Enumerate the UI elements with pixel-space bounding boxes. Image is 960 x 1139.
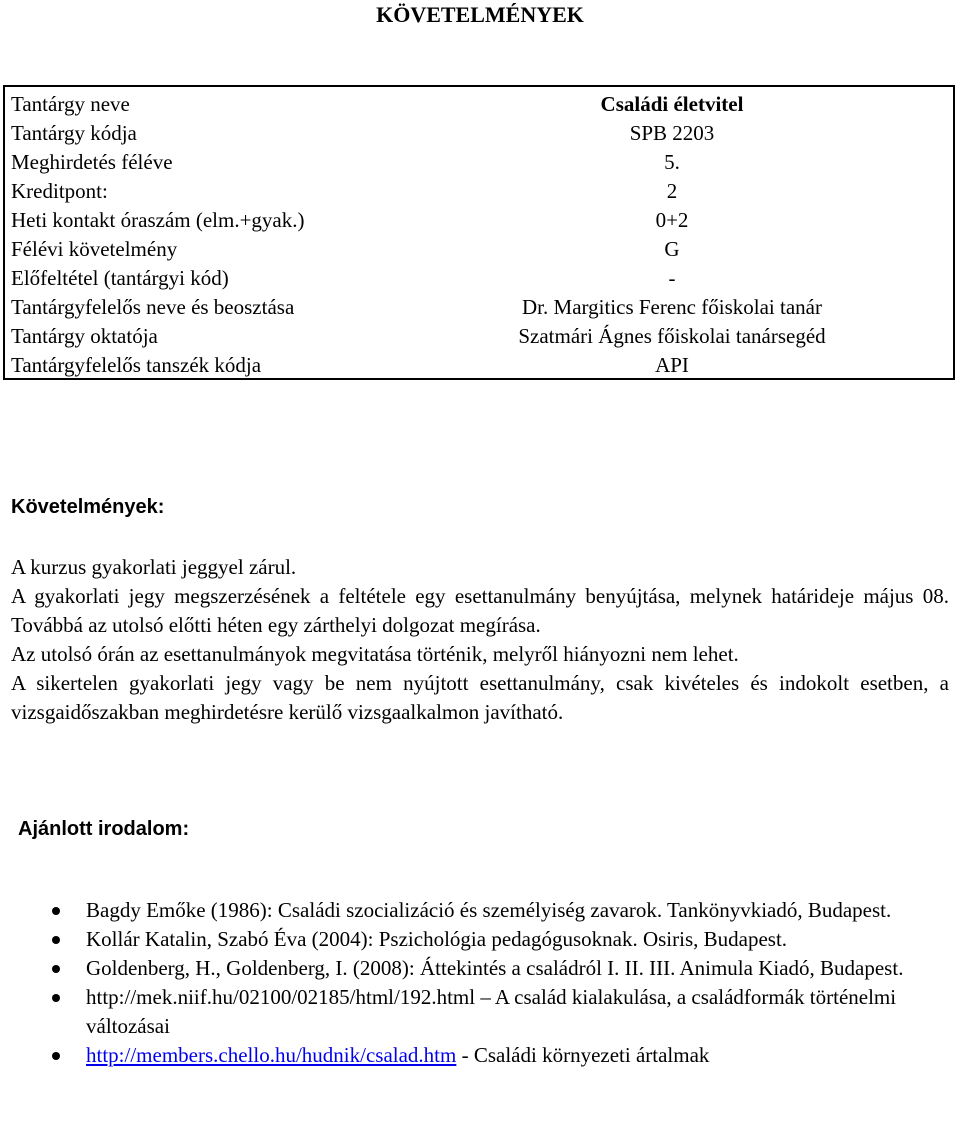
- literature-text: - Családi környezeti ártalmak: [456, 1043, 710, 1067]
- literature-item: [0, 954, 960, 983]
- literature-text: Kollár Katalin, Szabó Éva (2004): Pszichológia pedagógusoknak. Osiris, Budapest.: [86, 927, 788, 951]
- info-row-weekly-hours: [5, 206, 953, 235]
- info-row-subject-code: [5, 119, 953, 148]
- course-info-table: [3, 85, 955, 380]
- info-row-subject-name: [5, 90, 953, 119]
- info-value: Szatmári Ágnes főiskolai tanársegéd: [518, 324, 826, 348]
- requirements-body: [11, 553, 949, 727]
- requirements-heading: Követelmények:: [11, 496, 165, 518]
- info-label: Előfeltétel (tantárgyi kód): [11, 266, 229, 290]
- info-row-semester: [5, 148, 953, 177]
- literature-text: http://mek.niif.hu/02100/02185/html/192.html – A család kialakulása, a családformák történelmi változásai: [86, 985, 897, 1038]
- info-value: Családi életvitel: [600, 92, 744, 116]
- info-label: Heti kontakt óraszám (elm.+gyak.): [11, 208, 305, 232]
- info-value: Dr. Margitics Ferenc főiskolai tanár: [522, 295, 822, 319]
- info-label: Tantárgyfelelős neve és beosztása: [11, 295, 295, 319]
- bullet-icon: [52, 1052, 60, 1060]
- page-title: KÖVETELMÉNYEK: [376, 2, 584, 27]
- literature-item: [0, 896, 960, 925]
- info-label: Tantárgy neve: [11, 92, 130, 116]
- info-row-credits: [5, 177, 953, 206]
- info-row-department-code: [5, 351, 953, 380]
- bullet-icon: [52, 965, 60, 973]
- info-label: Félévi követelmény: [11, 237, 178, 261]
- info-value: SPB 2203: [629, 121, 715, 145]
- info-label: Tantárgy oktatója: [11, 324, 158, 348]
- requirements-paragraph: A kurzus gyakorlati jeggyel zárul.: [11, 555, 297, 579]
- info-row-prerequisite: [5, 264, 953, 293]
- info-value: API: [655, 353, 689, 377]
- info-label: Tantárgy kódja: [11, 121, 137, 145]
- info-value: 2: [666, 179, 678, 203]
- requirements-paragraph: A gyakorlati jegy megszerzésének a feltétele egy esettanulmány benyújtása, melynek határideje május 08. Továbbá az utolsó előtti héten egy zárthelyi dolgozat megírása.: [11, 584, 949, 637]
- info-value: G: [664, 237, 680, 261]
- bullet-icon: [52, 936, 60, 944]
- literature-item: [0, 925, 960, 954]
- literature-text: Goldenberg, H., Goldenberg, I. (2008): Áttekintés a családról I. II. III. Animula Kiadó, Budapest.: [86, 956, 904, 980]
- literature-text: Bagdy Emőke (1986): Családi szocializáció és személyiség zavarok. Tankönyvkiadó, Budapest.: [86, 898, 892, 922]
- bullet-icon: [52, 994, 60, 1002]
- info-row-responsible: [5, 293, 953, 322]
- info-row-requirement: [5, 235, 953, 264]
- literature-item: [0, 983, 960, 1041]
- info-row-instructor: [5, 322, 953, 351]
- bullet-icon: [52, 907, 60, 915]
- info-label: Kreditpont:: [11, 179, 108, 203]
- info-label: Tantárgyfelelős tanszék kódja: [11, 353, 262, 377]
- info-label: Meghirdetés féléve: [11, 150, 173, 174]
- info-value: -: [668, 266, 676, 290]
- literature-link[interactable]: http://members.chello.hu/hudnik/csalad.htm: [86, 1043, 457, 1067]
- literature-list: [0, 896, 960, 1070]
- literature-heading: Ajánlott irodalom:: [18, 818, 190, 840]
- info-value: 0+2: [655, 208, 689, 232]
- requirements-paragraph: A sikertelen gyakorlati jegy vagy be nem nyújtott esettanulmány, csak kivételes és indokolt esetben, a vizsgaidőszakban meghirdetésre kerülő vizsgaalkalmon javítható.: [11, 671, 949, 724]
- info-value: 5.: [664, 150, 680, 174]
- requirements-paragraph: Az utolsó órán az esettanulmányok megvitatása történik, melyről hiányozni nem lehet.: [11, 642, 739, 666]
- literature-item: [0, 1041, 960, 1070]
